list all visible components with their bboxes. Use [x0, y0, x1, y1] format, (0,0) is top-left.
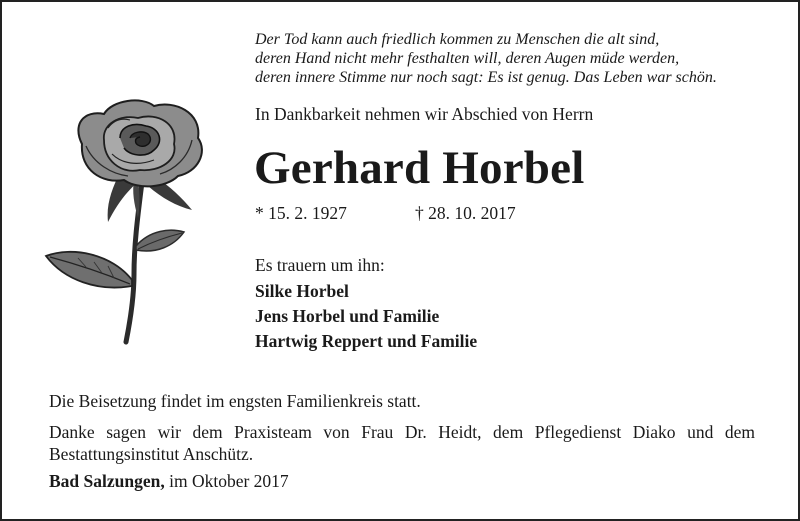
- deceased-name: Gerhard Horbel: [254, 142, 585, 194]
- mourners-list: [255, 279, 477, 354]
- poem-line: Der Tod kann auch friedlich kommen zu Menschen die alt sind,: [255, 31, 660, 48]
- closing-place: Bad Salzungen,: [49, 471, 165, 491]
- poem: [255, 30, 785, 87]
- poem-line: deren Hand nicht mehr festhalten will, deren Augen müde werden,: [255, 50, 680, 67]
- mourner-name: Jens Horbel und Familie: [255, 306, 440, 326]
- mourners-heading: Es trauern um ihn:: [255, 255, 385, 275]
- mourner-name: Silke Horbel: [255, 281, 349, 301]
- death-date: † 28. 10. 2017: [415, 203, 516, 223]
- thanks-text: Danke sagen wir dem Praxisteam von Frau Dr. Heidt, dem Pflegedienst Diako und dem Bestattungsinstitut Anschütz.: [49, 422, 755, 464]
- intro-text: In Dankbarkeit nehmen wir Abschied von Herrn: [255, 104, 594, 124]
- closing-line: [49, 471, 289, 492]
- poem-line: deren innere Stimme nur noch sagt: Es ist genug. Das Leben war schön.: [255, 69, 717, 86]
- rose-icon: [42, 94, 222, 349]
- mourner-name: Hartwig Reppert und Familie: [255, 331, 478, 351]
- closing-date: im Oktober 2017: [169, 471, 289, 491]
- birth-date: * 15. 2. 1927: [255, 203, 347, 223]
- funeral-note: Die Beisetzung findet im engsten Familienkreis statt.: [49, 391, 421, 411]
